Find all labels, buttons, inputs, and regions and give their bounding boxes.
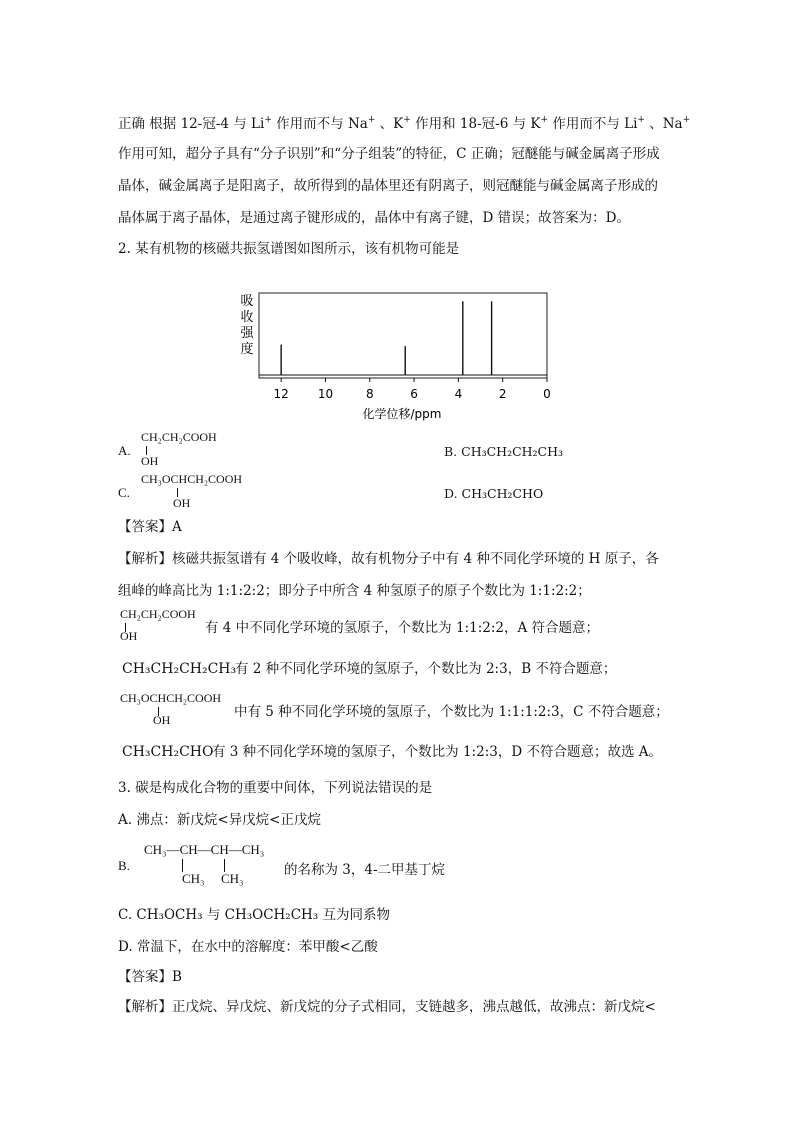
q3-optD: D. 常温下，在水中的溶解度：苯甲酸<乙酸 bbox=[118, 939, 378, 955]
q2-analysis-line1: 【解析】核磁共振氢谱有 4 个吸收峰，故有机物分子中有 4 种不同化学环境的 H 原子，各 bbox=[118, 551, 659, 567]
q2-optD: D. CH₃CH₂CHO bbox=[444, 486, 544, 501]
substituent-1: CH₃ bbox=[182, 871, 205, 886]
ana-a-text: 有 4 中不同化学环境的氢原子，个数比为 1:1:2:2，A 符合题意； bbox=[205, 620, 600, 636]
y-label-char: 强 bbox=[240, 326, 254, 341]
y-label-char: 吸 bbox=[240, 294, 254, 309]
q2-optA bbox=[118, 430, 318, 470]
nmr-spectrum-chart bbox=[230, 290, 560, 425]
ana-b-formula: CH₃CH₂CH₂CH₃ bbox=[122, 661, 237, 677]
x-ticks bbox=[274, 378, 551, 401]
ana-c-text: 中有 5 种不同化学环境的氢原子，个数比为 1:1:1:2:3，C 不符合题意； bbox=[234, 704, 669, 720]
formula-branch: OH bbox=[173, 496, 191, 510]
option-text: 的名称为 3，4-二甲基丁烷 bbox=[284, 862, 446, 878]
text-seg: 、K bbox=[375, 116, 404, 132]
formula-main: CH₂CH₂COOH bbox=[141, 430, 217, 444]
para1-line1 bbox=[118, 111, 690, 133]
formula-main: CH₃—CH—CH—CH₃ bbox=[144, 842, 265, 857]
text-seg: 作用和 18-冠-6 与 K bbox=[410, 116, 541, 132]
x-tick-label: 6 bbox=[410, 387, 418, 401]
superscript: + bbox=[540, 115, 549, 125]
q3-answer: 【答案】B bbox=[118, 969, 182, 985]
ana-c-structure bbox=[120, 691, 240, 727]
text-seg: 作用而不与 Li bbox=[548, 116, 638, 132]
superscript: + bbox=[264, 115, 272, 125]
formula-main: CH₃OCHCH₂COOH bbox=[120, 691, 222, 705]
para1-line2: 作用可知，超分子具有“分子识别”和“分子组装”的特征，C 正确；冠醚能与碱金属离子形成 bbox=[118, 146, 660, 162]
x-tick-label: 4 bbox=[454, 387, 463, 401]
superscript: + bbox=[367, 115, 376, 125]
x-tick-label: 8 bbox=[365, 387, 374, 401]
superscript: + bbox=[637, 115, 645, 125]
text-seg: 作用而不与 Na bbox=[271, 116, 368, 132]
ana-d-text: 有 3 种不同化学环境的氢原子，个数比为 1:2:3，D 不符合题意；故选 A。 bbox=[212, 744, 662, 760]
x-tick-label: 0 bbox=[543, 387, 551, 401]
q3-analysis-line1: 【解析】正戊烷、异戊烷、新戊烷的分子式相同，支链越多，沸点越低，故沸点：新戊烷< bbox=[118, 999, 656, 1015]
x-axis-label: 化学位移/ppm bbox=[362, 407, 442, 421]
formula-main: CH₃OCHCH₂COOH bbox=[141, 472, 243, 486]
q3-stem: 3. 碳是构成化合物的重要中间体，下列说法错误的是 bbox=[118, 780, 433, 796]
superscript: + bbox=[682, 115, 691, 125]
peaks bbox=[259, 301, 547, 375]
q3-optC: C. CH₃OCH₃ 与 CH₃OCH₂CH₃ 互为同系物 bbox=[118, 907, 391, 923]
q2-stem: 2. 某有机物的核磁共振氢谱图如图所示，该有机物可能是 bbox=[118, 241, 460, 257]
para1-line3: 晶体，碱金属离子是阳离子，故所得到的晶体里还有阴离子，则冠醚能与碱金属离子形成的 bbox=[118, 178, 658, 194]
text-seg: 正确 根据 12-冠-4 与 Li bbox=[118, 116, 265, 132]
formula-main: CH₂CH₂COOH bbox=[120, 607, 196, 621]
y-label-char: 收 bbox=[240, 310, 254, 325]
option-letter: A. bbox=[118, 443, 131, 458]
para1-line4: 晶体属于离子晶体，是通过离子键形成的，晶体中有离子键，D 错误；故答案为：D。 bbox=[118, 210, 630, 226]
substituent-2: CH₃ bbox=[221, 871, 244, 886]
x-tick-label: 2 bbox=[498, 387, 507, 401]
y-axis-label bbox=[240, 294, 254, 357]
text-seg: 、Na bbox=[644, 116, 683, 132]
q2-analysis-line2: 组峰的峰高比为 1:1:2:2；即分子中所含 4 种氢原子的原子个数比为 1:1:2:2； bbox=[118, 583, 591, 599]
option-letter: C. bbox=[118, 485, 130, 500]
formula-branch: OH bbox=[153, 713, 171, 727]
q3-optB bbox=[118, 842, 458, 888]
y-label-char: 度 bbox=[240, 342, 254, 357]
superscript: + bbox=[403, 115, 411, 125]
formula-branch: OH bbox=[141, 454, 159, 468]
q2-optC bbox=[118, 472, 318, 512]
x-tick-label: 12 bbox=[273, 387, 289, 401]
plot-frame bbox=[259, 293, 547, 378]
q2-optB: B. CH₃CH₂CH₂CH₃ bbox=[444, 444, 564, 459]
formula-branch: OH bbox=[120, 629, 138, 643]
x-tick-label: 10 bbox=[317, 387, 334, 401]
option-letter: B. bbox=[118, 858, 130, 873]
ana-a-structure bbox=[120, 607, 210, 643]
ana-b-text: 有 2 种不同化学环境的氢原子，个数比为 2:3，B 不符合题意； bbox=[235, 661, 617, 677]
ana-d-formula: CH₃CH₂CHO bbox=[122, 744, 214, 760]
q3-optA: A. 沸点：新戊烷<异戊烷<正戊烷 bbox=[118, 812, 321, 828]
q2-answer: 【答案】A bbox=[118, 519, 182, 535]
